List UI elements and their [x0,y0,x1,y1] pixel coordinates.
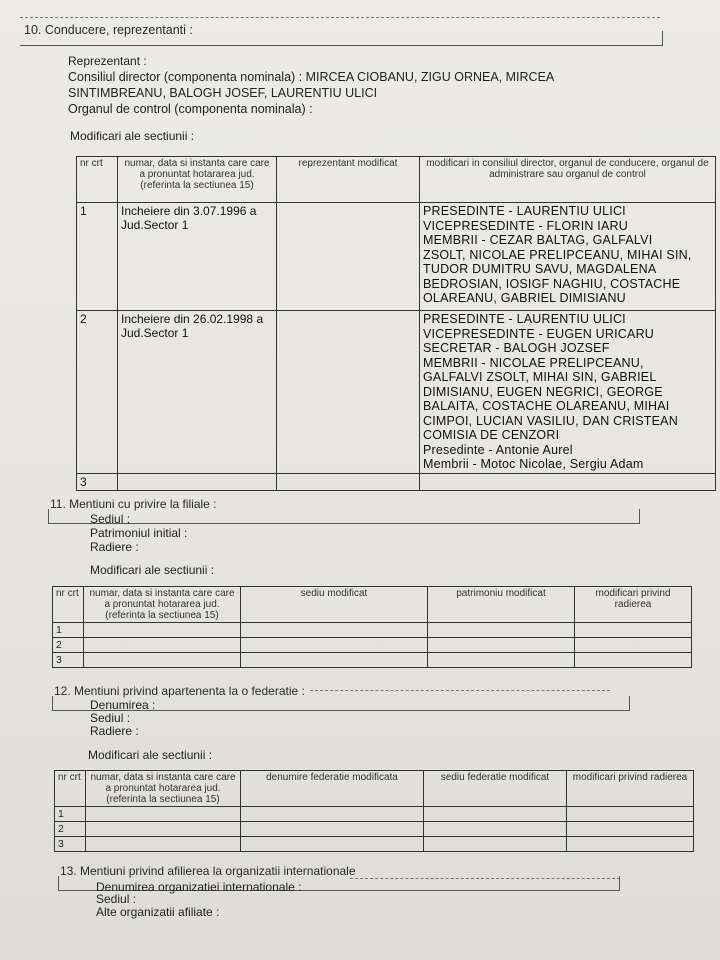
modif-line: BALAITA, COSTACHE OLAREANU, MIHAI [423,399,670,413]
modif-line: ZSOLT, NICOLAE PRELIPCEANU, MIHAI SIN, [423,247,692,262]
header-nr: nr crt [55,771,86,807]
cell [567,807,694,822]
modif-line: OLAREANU, GABRIEL DIMISIANU [423,291,626,305]
header-patrimoniu: patrimoniu modificat [428,587,575,623]
cell [428,653,575,668]
row-reprezentant [277,203,420,311]
organ-control-label: Organul de control (componenta nominala) : [68,102,313,116]
cell [575,638,692,653]
row-nr: 2 [53,638,84,653]
table-row [77,311,716,474]
row-numar-line1: Incheiere din 3.07.1996 a [121,204,257,218]
table-row [55,807,694,822]
reprezentant-label: Reprezentant : [68,54,147,68]
table-row [55,837,694,852]
afiliere-alte: Alte organizatii afiliate : [96,905,220,919]
row-numar [118,473,277,490]
header-nr: nr crt [77,157,118,203]
modif-line: PRESEDINTE - LAURENTIU ULICI [423,204,626,218]
row-reprezentant [277,473,420,490]
modif-line: CIMPOI, LUCIAN VASILIU, DAN CRISTEAN [423,413,678,428]
header-numar: numar, data si instanta care care a pronuntat hotararea jud.(referinta la sectiunea 15) [86,771,241,807]
modificari-label-11: Modificari ale sectiunii : [90,563,215,577]
section-10-title: 10. Conducere, reprezentanti : [24,23,193,37]
table-row [53,623,692,638]
modif-line: Presedinte - Antonie Aurel [423,442,573,457]
header-sediu: sediu federatie modificat [424,771,567,807]
section-12-table [54,770,694,852]
cell [241,837,424,852]
cell [241,807,424,822]
cell [241,822,424,837]
cell [84,623,241,638]
header-radiere: modificari privind radierea [575,587,692,623]
section-10-table [76,156,716,491]
cell [575,623,692,638]
consiliu-line-2: SINTIMBREANU, BALOGH JOSEF, LAURENTIU ULICI [68,86,378,100]
cell [428,623,575,638]
cell [428,638,575,653]
row-nr: 1 [77,203,118,311]
modif-line: BEDROSIAN, IOSIGF NAGHIU, COSTACHE [423,276,681,291]
modif-line: TUDOR DUMITRU SAVU, MAGDALENA [423,262,657,276]
row-numar-line2: Jud.Sector 1 [121,218,189,232]
row-nr: 3 [53,653,84,668]
cell [241,653,428,668]
filiale-radiere: Radiere : [90,540,139,554]
row-modificari [420,311,716,474]
cell [241,623,428,638]
header-numar: numar, data si instanta care care a pronuntat hotararea jud.(referinta la sectiunea 15) [118,157,277,203]
header-denumire: denumire federatie modificata [241,771,424,807]
afiliere-denumirea: Denumirea organizatiei internationale : [96,880,302,894]
header-numar: numar, data si instanta care care a pronuntat hotararea jud.(referinta la sectiunea 15) [84,587,241,623]
federatie-sediul: Sediul : [90,711,131,725]
row-nr: 3 [77,473,118,490]
row-nr: 1 [53,623,84,638]
modif-line: GALFALVI ZSOLT, MIHAI SIN, GABRIEL [423,370,657,384]
cell [575,653,692,668]
federatie-denumirea: Denumirea : [90,698,156,712]
table-row [53,653,692,668]
section-12-title: 12. Mentiuni privind apartenenta la o federatie : [54,684,305,698]
table-header-row [77,157,716,203]
row-numar [118,311,277,474]
modif-line: MEMBRII - CEZAR BALTAG, GALFALVI [423,233,653,247]
cell [84,653,241,668]
row-modificari [420,473,716,490]
cell [86,822,241,837]
consiliu-line-1: Consiliul director (componenta nominala) : MIRCEA CIOBANU, ZIGU ORNEA, MIRCEA [68,70,555,84]
row-modificari [420,203,716,311]
cell [241,638,428,653]
modificari-label-12: Modificari ale sectiunii : [88,748,213,762]
header-nr: nr crt [53,587,84,623]
afiliere-sediul: Sediul : [96,892,137,906]
row-numar [118,203,277,311]
table-row [53,638,692,653]
modif-line: PRESEDINTE - LAURENTIU ULICI [423,312,626,326]
header-radiere: modificari privind radierea [567,771,694,807]
header-modificari: modificari in consiliul director, organul de conducere, organul de administrare sau organul de control [420,157,716,203]
section-13-title: 13. Mentiuni privind afilierea la organizatii internationale [60,864,356,878]
cell [424,807,567,822]
section-11-frame [48,509,640,524]
header-reprezentant: reprezentant modificat [277,157,420,203]
section-10-frame [20,31,663,46]
row-nr: 1 [55,807,86,822]
header-sediu: sediu modificat [241,587,428,623]
filiale-sediul: Sediul : [90,512,131,526]
row-nr: 3 [55,837,86,852]
modif-line: COMISIA DE CENZORI [423,428,560,442]
table-header-row [53,587,692,623]
row-reprezentant [277,311,420,474]
federatie-radiere: Radiere : [90,724,139,738]
modif-line: SECRETAR - BALOGH JOZSEF [423,341,610,355]
row-nr: 2 [55,822,86,837]
row-nr: 2 [77,311,118,474]
cell [424,837,567,852]
cell [567,837,694,852]
table-row [55,822,694,837]
cell [424,822,567,837]
modif-line: VICEPRESEDINTE - EUGEN URICARU [423,326,655,341]
modif-line: Membrii - Motoc Nicolae, Sergiu Adam [423,457,644,471]
cell [86,837,241,852]
section-11-title: 11. Mentiuni cu privire la filiale : [50,497,217,511]
modif-line: DIMISIANU, EUGEN NEGRICI, GEORGE [423,384,663,399]
top-divider [20,17,660,18]
modif-line: VICEPRESEDINTE - FLORIN IARU [423,218,628,233]
cell [84,638,241,653]
filiale-patrimoniu: Patrimoniul initial : [90,526,188,540]
cell [567,822,694,837]
table-row [77,473,716,490]
modificari-label-10: Modificari ale sectiunii : [70,129,195,143]
section-11-table [52,586,692,668]
dashed-line [310,690,610,691]
modif-line: MEMBRII - NICOLAE PRELIPCEANU, [423,355,644,370]
row-numar-line2: Jud.Sector 1 [121,326,189,340]
cell [86,807,241,822]
row-numar-line1: Incheiere din 26.02.1998 a [121,312,264,326]
table-row [77,203,716,311]
table-header-row [55,771,694,807]
